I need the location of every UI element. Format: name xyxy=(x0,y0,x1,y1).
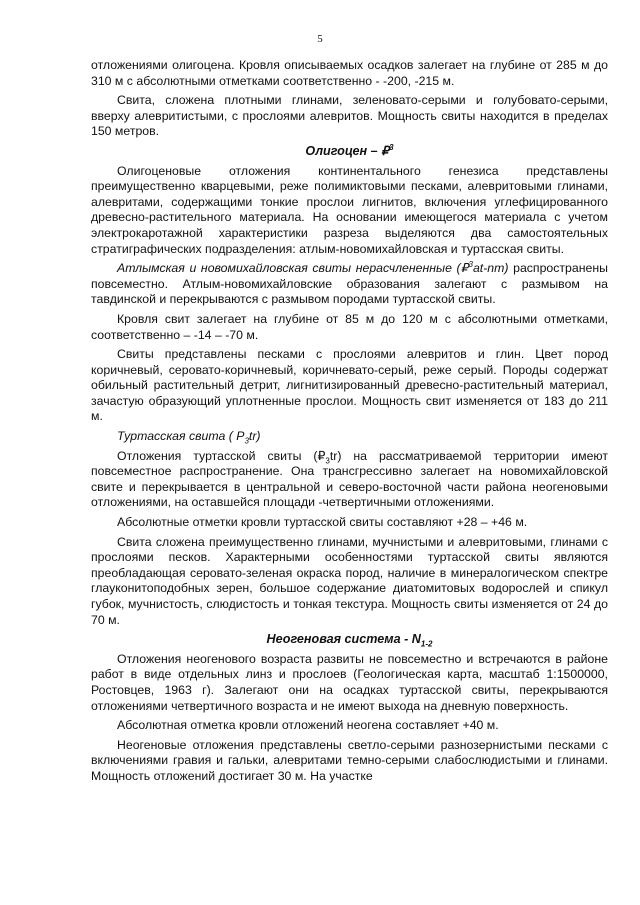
paragraph-5: Кровля свит залегает на глубине от 85 м до 120 м с абсолютными отметками, соответственно – -14 – -70 м. xyxy=(91,311,608,342)
subheading-turtas-suite xyxy=(91,429,608,445)
subheading-turtas-sub: 3 xyxy=(244,436,249,446)
paragraph-9: Абсолютные отметки кровли туртасской свиты составляют +28 – +46 м. xyxy=(117,515,528,530)
heading-neogene-text: Неогеновая система - N xyxy=(266,632,421,647)
paragraph-1: отложениями олигоцена. Кровля описываемых осадков залегает на глубине от 285 м до 310 м с абсолютными отметками соответственно - -200, -215 м. xyxy=(91,58,608,88)
page-number: 5 xyxy=(317,33,323,45)
paragraph-8-sub: 3 xyxy=(325,456,330,466)
paragraph-6: Свиты представлены песками с прослоями алевритов и глин. Цвет пород коричневый, серовато-коричневый, коричневато-серый, реже серый. Породы содержат обильный растительный детрит, лигнитизированный древесно-растительный материал, зачастую образующий уплотненные прослои. Мощность свит изменяется от 183 до 211 м. xyxy=(91,347,608,424)
paragraph-3: Олигоценовые отложения континентального генезиса представлены преимущественно кварцевыми, реже полимиктовыми песками, алевритовыми глинами, алевритами, содержащими тонкие прослои лигнитов, включения углефицированного древесно-растительного материала. На основании имеющегося материала с учетом электрокаротажной характеристики разреза выделяются два самостоятельных стратиграфических подразделения: атлым-новомихайловская и туртасская свиты. xyxy=(91,163,608,256)
heading-oligocene-sup: 3 xyxy=(389,142,394,152)
heading-neogene-sub: 1-2 xyxy=(420,639,433,649)
heading-neogene xyxy=(91,632,608,648)
paragraph-13: Неогеновые отложения представлены светло-серыми разнозернистыми песками с включениями гравия и гальки, алевритами темно-серыми слабослюдистыми и глинами. Мощность отложений достигает 30 м. На участке xyxy=(91,737,608,783)
paragraph-4 xyxy=(91,261,608,308)
subheading-turtas-a: Туртасская свита ( Р xyxy=(117,429,245,444)
paragraph-10: Свита сложена преимущественно глинами, мучнистыми и алевритовыми, глинами с прослоями песков. Характерными особенностями туртасской свиты являются преобладающая серовато-зеленая окраска пород, наличие в минералогическом спектре глауконитоподобных зерен, большое содержание диатомитовых водорослей и спикул губок, мучнистость, слюдистость и тонкая текстура. Мощность свиты изменяется от 24 до 70 м. xyxy=(91,534,608,627)
paragraph-8 xyxy=(91,449,608,511)
heading-oligocene-text: Олигоцен – ₽ xyxy=(305,143,390,158)
paragraph-11: Отложения неогенового возраста развиты не повсеместно и встречаются в районе работ в виде отдельных линз и прослоев (Геологическая карта, масштаб 1:1500000, Ростовцев, 1963 г). Залегают они на осадках туртасской свиты, перекрываются отложениями четвертичного возраста и не имеют выхода на дневную поверхность. xyxy=(91,651,608,713)
heading-oligocene xyxy=(91,144,608,160)
page-content xyxy=(91,58,608,789)
paragraph-12: Абсолютная отметка кровли отложений неогена составляет +40 м. xyxy=(117,718,499,733)
paragraph-4-italic-b: at-nm) xyxy=(472,261,509,276)
paragraph-8-a: Отложения туртасской свиты (₽ xyxy=(117,448,326,463)
paragraph-8-b: tr) на рассматриваемой территории имеют повсеместное распространение. Она трансгрессивно залегает на новомихайловской свите и перекрывается в центральной и северо-восточной части района неогеновыми отложениями, на оставшейся площади -четвертичными отложениями. xyxy=(91,448,609,510)
paragraph-4-rest: распространены повсеместно. Атлым-новомихайловские образования залегают с размывом на тавдинской и перекрываются с размывом породами туртасской свиты. xyxy=(91,261,608,307)
paragraph-4-italic-a: Атлымская и новомихайловская свиты нерасчлененные (₽ xyxy=(117,261,469,276)
subheading-turtas-b: tr) xyxy=(248,429,261,444)
paragraph-2: Свита, сложена плотными глинами, зеленовато-серыми и голубовато-серыми, вверху алевритистыми, с прослоями алевритов. Мощность свиты находится в пределах 150 метров. xyxy=(91,93,608,139)
paragraph-4-sup: 3 xyxy=(468,260,473,270)
